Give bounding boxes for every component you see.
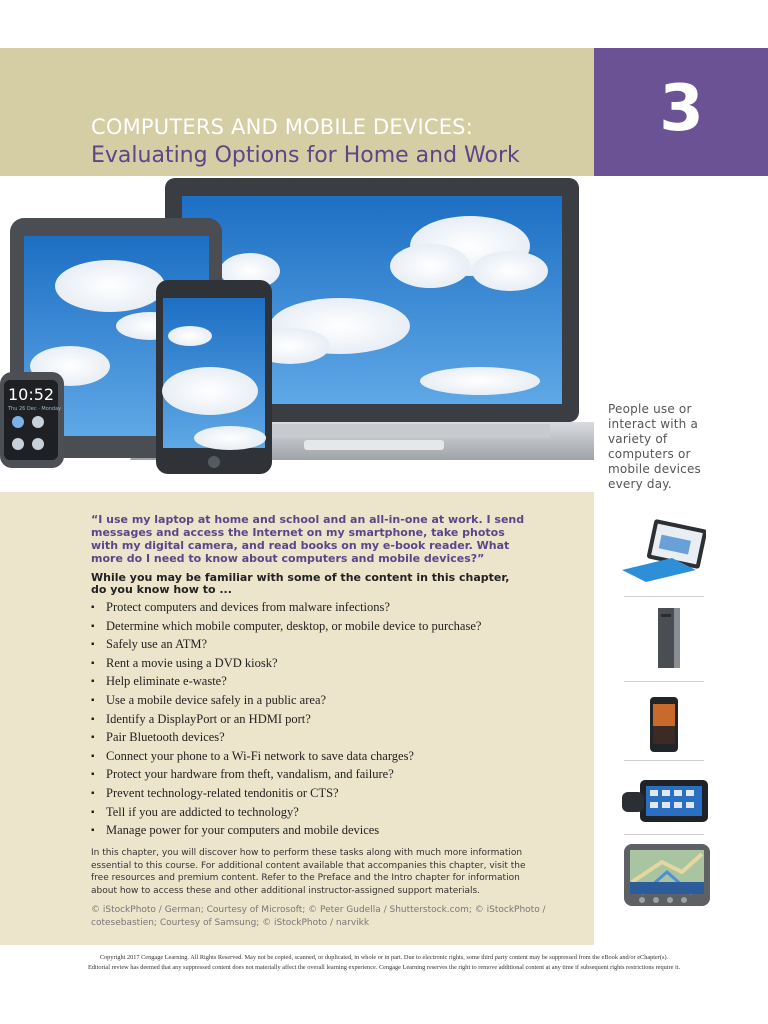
watch-date: Thu 26 Dec · Monday xyxy=(8,406,62,412)
chapter-number-box xyxy=(594,48,768,176)
sidebar-divider xyxy=(624,760,704,761)
photo-credits: © iStockPhoto / German; Courtesy of Microsoft; © Peter Gudella / Shutterstock.com; © iStockPhoto / cotesebastien; Courtesy of Samsung; © iStockPhoto / narvikk xyxy=(91,905,546,928)
watch-time: 10:52 xyxy=(8,385,55,404)
list-item: ▪ Help eliminate e-waste? xyxy=(91,674,227,689)
copyright-line: Editorial review has deemed that any suppressed content does not materially affect the overall learning experience. Cengage Learning reserves the right to remove additional content at any time if subsequent rights restrictions require it. xyxy=(87,964,681,971)
sidebar-divider xyxy=(624,834,704,835)
list-item: ▪ Prevent technology-related tendonitis or CTS? xyxy=(91,785,339,800)
copyright-footer xyxy=(0,953,768,973)
list-item: ▪ Rent a movie using a DVD kiosk? xyxy=(91,655,278,670)
list-item: ▪ Determine which mobile computer, desktop, or mobile device to purchase? xyxy=(91,618,482,633)
list-item: ▪ Protect computers and devices from malware infections? xyxy=(91,600,390,614)
list-item: ▪ Manage power for your computers and mobile devices xyxy=(91,823,380,838)
list-item-text: Pair Bluetooth devices? xyxy=(106,730,225,745)
list-item-text: Help eliminate e-waste? xyxy=(106,674,227,689)
list-item-text: Manage power for your computers and mobile devices xyxy=(106,823,380,838)
skills-list xyxy=(91,600,581,842)
hero-devices-image xyxy=(0,176,594,492)
list-item: ▪ Pair Bluetooth devices? xyxy=(91,730,225,745)
list-item: ▪ Safely use an ATM? xyxy=(91,637,208,652)
sidebar-caption: People use or interact with a variety of computers or mobile devices every day. xyxy=(608,402,701,491)
list-item: ▪ Tell if you are addicted to technology? xyxy=(91,804,299,819)
gps-navigator-thumbnail xyxy=(622,842,714,908)
sidebar-divider xyxy=(624,596,704,597)
intro-question: While you may be familiar with some of the content in this chapter, do you know how to ... xyxy=(91,571,510,596)
desktop-tower-thumbnail xyxy=(650,606,690,670)
list-item-text: Determine which mobile computer, desktop, or mobile device to purchase? xyxy=(106,618,482,633)
list-item: ▪ Identify a DisplayPort or an HDMI port? xyxy=(91,711,311,726)
list-item-text: Tell if you are addicted to technology? xyxy=(106,804,299,819)
smartphone xyxy=(156,280,272,474)
list-item-text: Protect computers and devices from malware infections? xyxy=(106,600,390,614)
copyright-line: Copyright 2017 Cengage Learning. All Rights Reserved. May not be copied, scanned, or duplicated, in whole or in part. Due to electronic rights, some third party content may be suppressed from the eBook and/or eChapter(s). xyxy=(99,954,669,961)
smartwatch xyxy=(0,372,64,468)
list-item-text: Connect your phone to a Wi-Fi network to save data charges? xyxy=(106,748,414,763)
smartphone-thumbnail xyxy=(648,696,682,754)
list-item-text: Protect your hardware from theft, vandalism, and failure? xyxy=(106,767,394,782)
list-item-text: Identify a DisplayPort or an HDMI port? xyxy=(106,711,311,726)
list-item-text: Rent a movie using a DVD kiosk? xyxy=(106,655,278,670)
list-item: ▪ Use a mobile device safely in a public area? xyxy=(91,692,327,707)
digital-camera-thumbnail xyxy=(620,774,712,826)
list-item-text: Safely use an ATM? xyxy=(106,637,208,652)
list-item: ▪ Connect your phone to a Wi-Fi network to save data charges? xyxy=(91,748,414,763)
chapter-subtitle: Evaluating Options for Home and Work xyxy=(91,143,520,168)
opening-quote: “I use my laptop at home and school and an all-in-one at work. I send messages and access the Internet on my smartphone, take photos with my digital camera, and read books on my e-book reader. What more do I need to know about computers and mobile devices?” xyxy=(91,513,525,565)
chapter-title: COMPUTERS AND MOBILE DEVICES: xyxy=(91,115,473,139)
chapter-overview-text: In this chapter, you will discover how to perform these tasks along with much more information essential to this course. For additional content available that accompanies this chapter, visit the free resources and premium content. Refer to the Preface and the Intro chapter for information about how to access these and other additional instructor-assigned support materials. xyxy=(91,848,526,896)
chapter-number: 3 xyxy=(659,72,703,146)
list-item: ▪ Protect your hardware from theft, vandalism, and failure? xyxy=(91,767,394,782)
list-item-text: Use a mobile device safely in a public area? xyxy=(106,692,327,707)
hero-devices-illustration xyxy=(0,176,594,492)
surface-tablet-thumbnail xyxy=(620,518,706,584)
list-item-text: Prevent technology-related tendonitis or CTS? xyxy=(106,785,339,800)
sidebar-divider xyxy=(624,681,704,682)
